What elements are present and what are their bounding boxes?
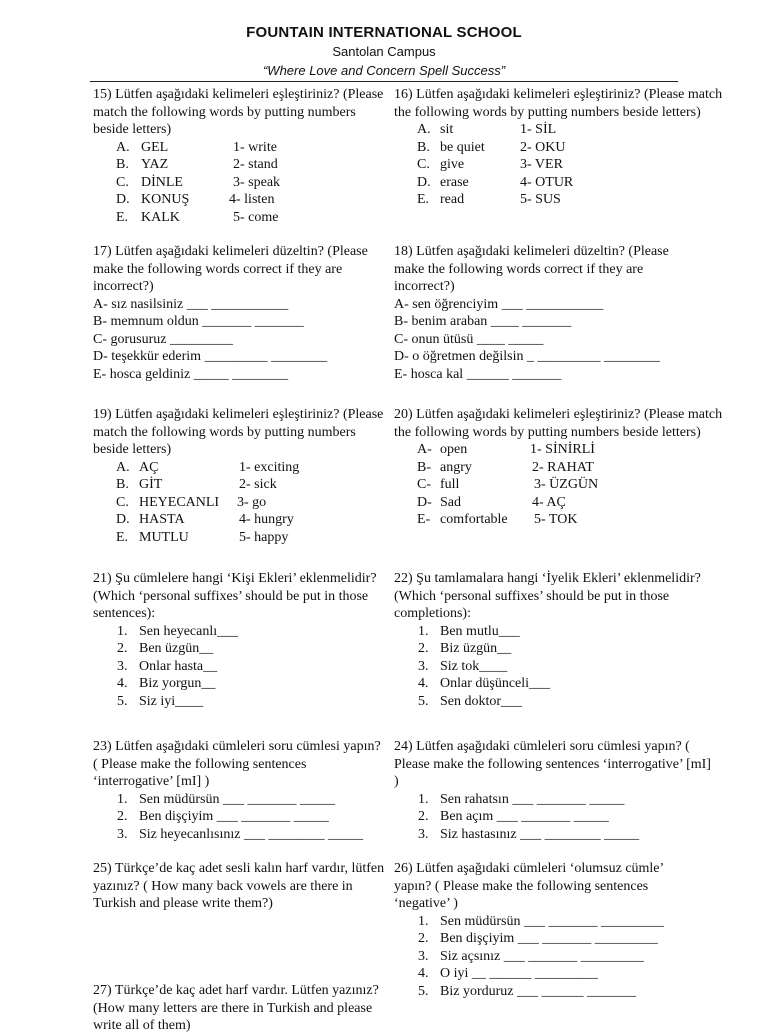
question-26-prompt: 26) Lütfen aşağıdaki cümleleri ‘olumsuz cümle’ yapın? ( Please make the following sentences ‘negative’ )	[394, 861, 664, 911]
question-27	[93, 982, 388, 1035]
question-24-list	[394, 791, 714, 844]
match-row	[394, 494, 724, 512]
row-match: 1- SİL	[520, 122, 557, 137]
row-match: 2- RAHAT	[532, 459, 594, 475]
question-23-list	[93, 791, 388, 844]
item-text: Biz üzgün__	[440, 641, 512, 656]
question-19	[93, 406, 388, 546]
row-match: 3- VER	[520, 157, 563, 172]
correction-line: C- onun ütüsü ____ _____	[394, 331, 544, 347]
row-match: 4- hungry	[239, 512, 294, 527]
item-number: 3.	[117, 826, 128, 842]
row-word: comfortable	[440, 512, 508, 527]
row-word: AÇ	[139, 459, 159, 475]
list-item	[394, 948, 699, 966]
row-letter: B.	[417, 139, 430, 155]
match-row	[394, 441, 724, 459]
row-word: sit	[440, 122, 454, 137]
row-word: give	[440, 157, 465, 172]
question-21-prompt: 21) Şu cümlelere hangi ‘Kişi Ekleri’ eklenmelidir? (Which ‘personal suffixes’ should be put in those sentences):	[93, 571, 377, 621]
match-row	[394, 139, 724, 157]
row-match: 5- TOK	[534, 512, 578, 527]
match-row	[394, 174, 724, 192]
row-letter: D-	[417, 494, 432, 510]
row-word: read	[440, 192, 465, 207]
question-25	[93, 860, 388, 913]
item-text: Onlar düşünceli___	[440, 676, 551, 691]
correction-line: D- teşekkür ederim _________ ________	[93, 349, 328, 364]
correction-line: C- gorusuruz _________	[93, 331, 233, 347]
row-word: be quiet	[440, 139, 485, 155]
item-number: 2.	[418, 641, 429, 656]
list-item	[394, 693, 709, 711]
school-motto: “Where Love and Concern Spell Success”	[262, 63, 506, 78]
row-letter: E.	[116, 529, 129, 545]
list-item	[394, 623, 709, 641]
item-number: 3.	[418, 658, 429, 674]
match-row	[93, 209, 388, 227]
row-match: 3- go	[237, 494, 267, 510]
row-word: KALK	[141, 209, 180, 225]
row-letter: B.	[116, 157, 129, 172]
question-24-prompt: 24) Lütfen aşağıdaki cümleleri soru cümlesi yapın? ( Please make the following sentences ‘interrogative’ [mI] )	[394, 739, 711, 789]
item-text: O iyi __ ______ _________	[440, 966, 598, 981]
row-letter: B-	[417, 459, 431, 475]
item-number: 1.	[117, 791, 128, 807]
question-22-prompt: 22) Şu tamlamalara hangi ‘İyelik Ekleri’ eklenmelidir? (Which ‘personal suffixes’ should be put in those completions):	[394, 571, 701, 621]
item-number: 2.	[117, 641, 128, 656]
row-letter: C-	[417, 477, 431, 492]
question-22	[394, 570, 709, 710]
correction-line: A- sen öğrenciyim ___ ___________	[394, 296, 604, 312]
row-letter: C.	[116, 174, 129, 190]
item-number: 1.	[117, 623, 128, 639]
row-match: 2- sick	[239, 477, 277, 492]
row-letter: D.	[417, 174, 431, 190]
row-word: full	[440, 477, 460, 492]
row-word: MUTLU	[139, 529, 189, 545]
row-word: erase	[440, 174, 469, 190]
list-item	[93, 675, 388, 693]
item-text: Sen müdürsün ___ _______ _________	[440, 913, 664, 929]
header-divider	[90, 81, 678, 82]
campus-name: Santolan Campus	[332, 44, 436, 59]
row-match: 1- SİNİRLİ	[530, 442, 595, 457]
row-letter: A-	[417, 442, 432, 457]
list-item	[394, 808, 714, 826]
match-row	[394, 511, 724, 529]
row-letter: E-	[417, 512, 431, 527]
question-17-prompt: 17) Lütfen aşağıdaki kelimeleri düzeltin? (Please make the following words correct if they are incorrect?)	[93, 244, 368, 294]
row-match: 4- OTUR	[520, 174, 574, 190]
row-letter: B.	[116, 477, 129, 492]
row-letter: D.	[116, 512, 130, 527]
list-item	[394, 913, 699, 931]
match-row	[93, 476, 388, 494]
question-23	[93, 738, 388, 843]
list-item	[394, 930, 699, 948]
row-match: 3- ÜZGÜN	[534, 477, 599, 492]
row-word: GİT	[139, 477, 163, 492]
question-20-items	[394, 441, 724, 529]
row-letter: D.	[116, 192, 130, 207]
question-22-list	[394, 623, 709, 711]
question-16-items	[394, 121, 724, 209]
item-number: 5.	[418, 693, 429, 709]
list-item	[394, 675, 709, 693]
question-16-prompt: 16) Lütfen aşağıdaki kelimeleri eşleştiriniz? (Please match the following words by putting numbers beside letters)	[394, 87, 723, 120]
item-number: 2.	[418, 931, 429, 946]
item-text: Siz heyecanlısınız ___ ________ _____	[139, 826, 363, 842]
item-text: Siz hastasınız ___ ________ _____	[440, 826, 640, 842]
question-15-items	[93, 139, 388, 227]
item-text: Sen doktor___	[440, 693, 523, 709]
question-26-list	[394, 913, 699, 1001]
question-27-prompt: 27) Türkçe’de kaç adet harf vardır. Lütfen yazınız? (How many letters are there in Turkish and please write all of them)	[93, 983, 379, 1033]
list-item	[394, 640, 709, 658]
match-row	[394, 476, 724, 494]
item-text: Ben açım ___ _______ _____	[440, 809, 609, 824]
item-text: Ben dişçiyim ___ _______ _____	[139, 809, 329, 824]
row-letter: A.	[116, 139, 130, 155]
question-20	[394, 406, 724, 529]
question-16	[394, 86, 724, 209]
row-letter: E.	[116, 209, 129, 225]
row-match: 5- come	[233, 209, 279, 225]
row-word: DİNLE	[141, 174, 183, 190]
match-row	[394, 156, 724, 174]
row-letter: A.	[116, 459, 130, 475]
item-text: Siz açsınız ___ _______ _________	[440, 948, 644, 964]
list-item	[394, 983, 699, 1001]
list-item	[394, 658, 709, 676]
question-18	[394, 243, 689, 383]
row-letter: C.	[417, 157, 430, 172]
school-name: FOUNTAIN INTERNATIONAL SCHOOL	[246, 24, 522, 41]
question-15-prompt: 15) Lütfen aşağıdaki kelimeleri eşleştiriniz? (Please match the following words by putting numbers beside letters)	[93, 87, 384, 137]
row-match: 5- happy	[239, 529, 289, 545]
item-text: Sen rahatsın ___ _______ _____	[440, 791, 625, 807]
list-item	[394, 965, 699, 983]
item-number: 5.	[117, 693, 128, 709]
row-word: angry	[440, 459, 472, 475]
item-number: 1.	[418, 913, 429, 929]
item-text: Sen heyecanlı___	[139, 623, 239, 639]
item-number: 5.	[418, 983, 429, 999]
item-text: Biz yorgun__	[139, 676, 216, 691]
item-number: 1.	[418, 791, 429, 807]
correction-line: E- hosca kal ______ _______	[394, 366, 562, 382]
list-item	[394, 791, 714, 809]
row-word: open	[440, 442, 468, 457]
row-word: GEL	[141, 139, 169, 155]
question-24	[394, 738, 714, 843]
question-20-prompt: 20) Lütfen aşağıdaki kelimeleri eşleştiriniz? (Please match the following words by putting numbers beside letters)	[394, 407, 723, 440]
list-item	[93, 623, 388, 641]
item-number: 3.	[117, 658, 128, 674]
list-item	[93, 808, 388, 826]
list-item	[93, 640, 388, 658]
match-row	[93, 494, 388, 512]
question-21	[93, 570, 388, 710]
row-match: 1- write	[233, 139, 277, 155]
correction-line: E- hosca geldiniz _____ ________	[93, 366, 289, 382]
item-text: Onlar hasta__	[139, 658, 218, 674]
question-17	[93, 243, 388, 383]
match-row	[394, 121, 724, 139]
item-text: Ben üzgün__	[139, 641, 214, 656]
row-letter: E.	[417, 192, 430, 207]
correction-line: D- o öğretmen değilsin _ _________ ________	[394, 349, 660, 364]
item-text: Siz iyi____	[139, 693, 204, 709]
item-number: 4.	[418, 676, 429, 691]
correction-line: A- sız nasilsiniz ___ ___________	[93, 296, 289, 312]
match-row	[93, 529, 388, 547]
row-match: 2- OKU	[520, 139, 566, 155]
list-item	[93, 658, 388, 676]
item-number: 2.	[117, 809, 128, 824]
question-25-prompt: 25) Türkçe’de kaç adet sesli kalın harf vardır, lütfen yazınız? ( How many back vowels are there in Turkish and please write them?)	[93, 861, 385, 911]
list-item	[394, 826, 714, 844]
item-number: 2.	[418, 809, 429, 824]
item-text: Biz yorduruz ___ ______ _______	[440, 983, 636, 999]
question-26	[394, 860, 699, 1000]
item-number: 3.	[418, 826, 429, 842]
match-row	[93, 156, 388, 174]
row-letter: C.	[116, 494, 129, 510]
item-text: Ben dişçiyim ___ _______ _________	[440, 931, 658, 946]
row-word: KONUŞ	[141, 192, 190, 207]
item-number: 1.	[418, 623, 429, 639]
question-19-items	[93, 459, 388, 547]
item-number: 4.	[418, 966, 429, 981]
row-word: Sad	[440, 494, 461, 510]
list-item	[93, 791, 388, 809]
item-text: Sen müdürsün ___ _______ _____	[139, 791, 335, 807]
row-letter: A.	[417, 122, 431, 137]
question-18-prompt: 18) Lütfen aşağıdaki kelimeleri düzeltin? (Please make the following words correct if they are incorrect?)	[394, 244, 669, 294]
question-23-prompt: 23) Lütfen aşağıdaki cümleleri soru cümlesi yapın? ( Please make the following sentences ‘interrogative’ [mI] )	[93, 739, 381, 789]
item-number: 3.	[418, 948, 429, 964]
item-number: 4.	[117, 676, 128, 691]
row-match: 1- exciting	[239, 459, 300, 475]
row-match: 5- SUS	[520, 192, 561, 207]
match-row	[394, 191, 724, 209]
match-row	[93, 511, 388, 529]
list-item	[93, 826, 388, 844]
row-match: 4- AÇ	[532, 494, 566, 510]
question-21-list	[93, 623, 388, 711]
row-match: 4- listen	[229, 192, 275, 207]
match-row	[93, 191, 388, 209]
item-text: Ben mutlu___	[440, 623, 520, 639]
correction-line: B- benim araban ____ _______	[394, 314, 572, 329]
row-word: YAZ	[141, 157, 169, 172]
match-row	[93, 139, 388, 157]
list-item	[93, 693, 388, 711]
row-word: HEYECANLI	[139, 494, 220, 510]
match-row	[93, 174, 388, 192]
row-match: 2- stand	[233, 157, 278, 172]
match-row	[394, 459, 724, 477]
question-15	[93, 86, 388, 226]
row-word: HASTA	[139, 512, 185, 527]
item-text: Siz tok____	[440, 658, 508, 674]
correction-line: B- memnum oldun _______ _______	[93, 314, 304, 329]
match-row	[93, 459, 388, 477]
row-match: 3- speak	[233, 174, 281, 190]
question-19-prompt: 19) Lütfen aşağıdaki kelimeleri eşleştiriniz? (Please match the following words by putting numbers beside letters)	[93, 407, 384, 457]
